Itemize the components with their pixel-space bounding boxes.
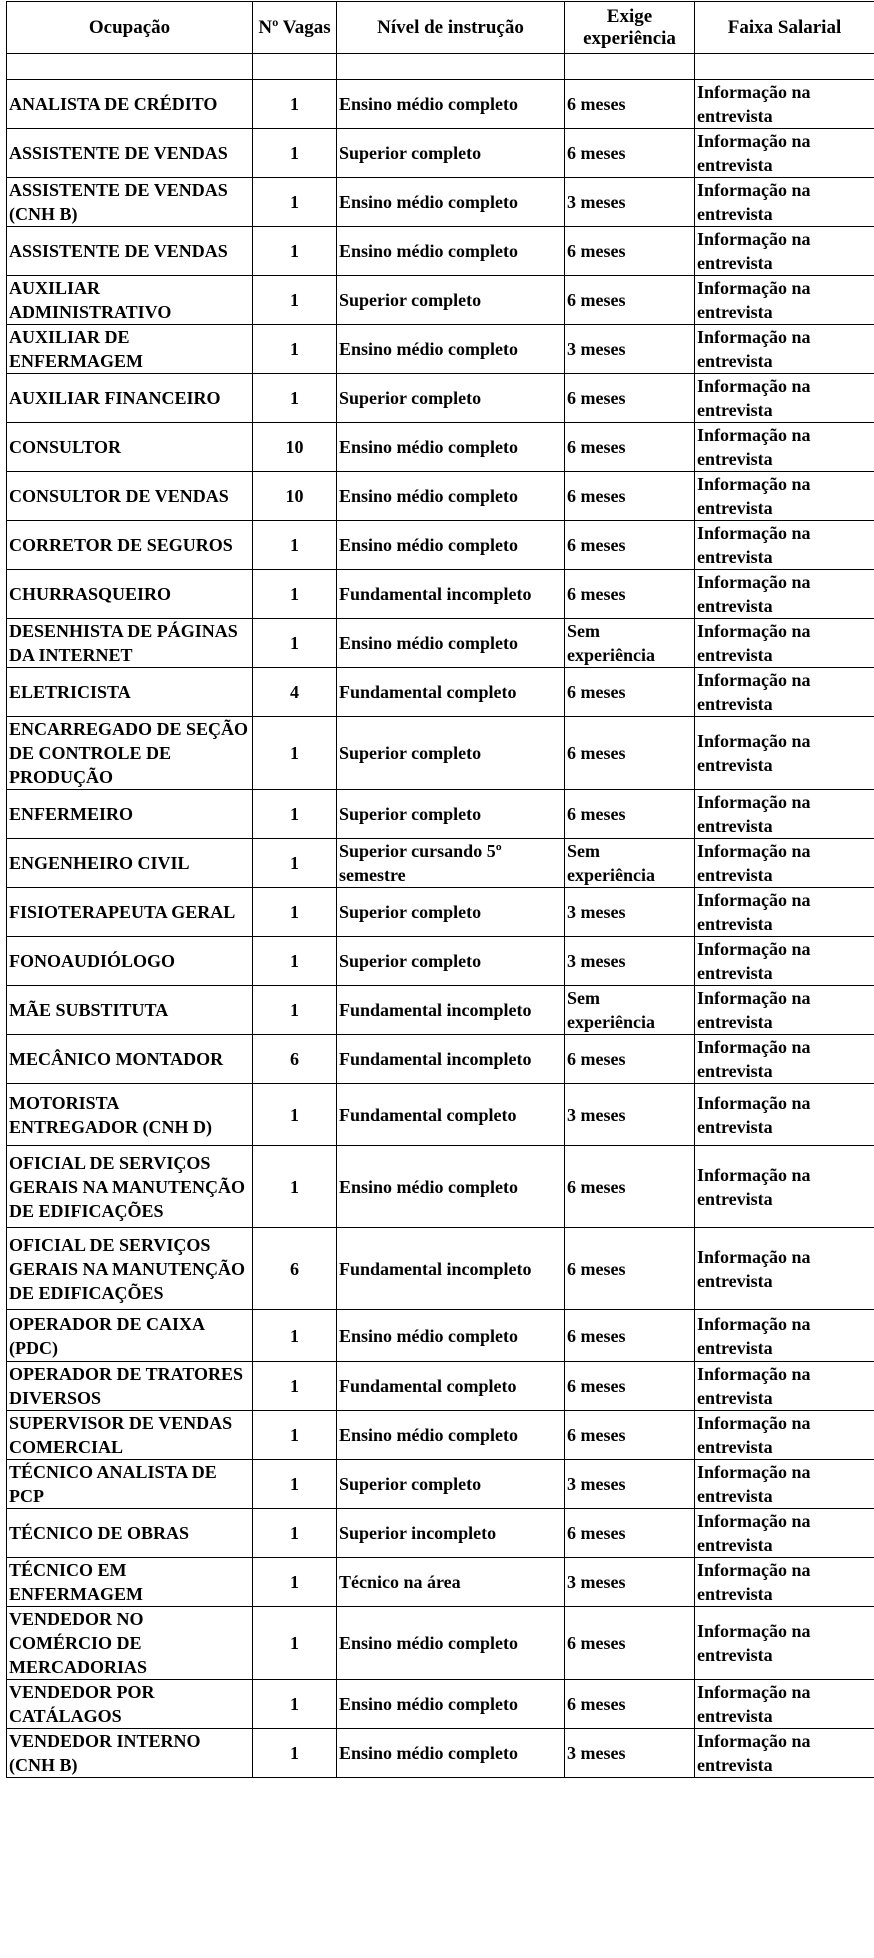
cell-education: Superior cursando 5º semestre	[337, 839, 565, 888]
cell-occupation: TÉCNICO EM ENFERMAGEM	[7, 1558, 253, 1607]
cell-salary: Informação na entrevista	[695, 570, 874, 619]
table-row	[7, 1558, 874, 1607]
cell-experience: 3 meses	[565, 1729, 695, 1778]
header-occupation: Ocupação	[7, 2, 253, 54]
cell-occupation: MECÂNICO MONTADOR	[7, 1035, 253, 1084]
cell-vacancies: 1	[253, 839, 337, 888]
table-row	[7, 1460, 874, 1509]
cell-experience: 6 meses	[565, 227, 695, 276]
cell-vacancies: 1	[253, 1729, 337, 1778]
cell-experience: 6 meses	[565, 521, 695, 570]
cell-experience: 6 meses	[565, 80, 695, 129]
cell-salary: Informação na entrevista	[695, 521, 874, 570]
cell-education: Ensino médio completo	[337, 1680, 565, 1729]
cell-education: Superior completo	[337, 717, 565, 790]
cell-salary: Informação na entrevista	[695, 839, 874, 888]
cell-occupation: ASSISTENTE DE VENDAS (CNH B)	[7, 178, 253, 227]
cell-education: Fundamental incompleto	[337, 1035, 565, 1084]
table-row	[7, 423, 874, 472]
table-row	[7, 986, 874, 1035]
cell-salary: Informação na entrevista	[695, 178, 874, 227]
cell-experience: 6 meses	[565, 129, 695, 178]
cell-experience: 6 meses	[565, 1411, 695, 1460]
cell-education: Ensino médio completo	[337, 521, 565, 570]
table-row	[7, 668, 874, 717]
cell-vacancies: 1	[253, 888, 337, 937]
cell-salary: Informação na entrevista	[695, 1411, 874, 1460]
cell-salary: Informação na entrevista	[695, 227, 874, 276]
cell-occupation: ASSISTENTE DE VENDAS	[7, 227, 253, 276]
table-row	[7, 325, 874, 374]
table-row	[7, 472, 874, 521]
cell-occupation: ENFERMEIRO	[7, 790, 253, 839]
cell-experience: 3 meses	[565, 178, 695, 227]
cell-education: Ensino médio completo	[337, 1729, 565, 1778]
cell-education: Técnico na área	[337, 1558, 565, 1607]
cell-experience: 6 meses	[565, 570, 695, 619]
cell-vacancies: 1	[253, 1509, 337, 1558]
cell-education: Ensino médio completo	[337, 1146, 565, 1228]
cell-occupation: VENDEDOR INTERNO (CNH B)	[7, 1729, 253, 1778]
cell-vacancies: 1	[253, 1411, 337, 1460]
cell-vacancies: 1	[253, 1607, 337, 1680]
table-row	[7, 129, 874, 178]
cell-occupation: FONOAUDIÓLOGO	[7, 937, 253, 986]
cell-occupation: MOTORISTA ENTREGADOR (CNH D)	[7, 1084, 253, 1146]
cell-salary: Informação na entrevista	[695, 325, 874, 374]
cell-occupation: VENDEDOR POR CATÁLAGOS	[7, 1680, 253, 1729]
cell-salary: Informação na entrevista	[695, 472, 874, 521]
cell-salary: Informação na entrevista	[695, 668, 874, 717]
cell-vacancies: 1	[253, 374, 337, 423]
table-row	[7, 1411, 874, 1460]
cell-salary: Informação na entrevista	[695, 1084, 874, 1146]
table-row	[7, 1035, 874, 1084]
cell-occupation: OPERADOR DE TRATORES DIVERSOS	[7, 1362, 253, 1411]
cell-vacancies: 1	[253, 80, 337, 129]
cell-salary: Informação na entrevista	[695, 790, 874, 839]
cell-occupation: ENCARREGADO DE SEÇÃO DE CONTROLE DE PRODUÇÃO	[7, 717, 253, 790]
cell-occupation: ENGENHEIRO CIVIL	[7, 839, 253, 888]
cell-experience: 3 meses	[565, 888, 695, 937]
cell-vacancies: 1	[253, 1362, 337, 1411]
cell-salary: Informação na entrevista	[695, 888, 874, 937]
spacer-cell	[253, 54, 337, 80]
cell-experience: 6 meses	[565, 668, 695, 717]
table-row	[7, 1310, 874, 1362]
cell-education: Superior completo	[337, 374, 565, 423]
cell-vacancies: 1	[253, 129, 337, 178]
spacer-cell	[565, 54, 695, 80]
table-row	[7, 1509, 874, 1558]
cell-salary: Informação na entrevista	[695, 1146, 874, 1228]
cell-education: Superior incompleto	[337, 1509, 565, 1558]
cell-occupation: VENDEDOR NO COMÉRCIO DE MERCADORIAS	[7, 1607, 253, 1680]
table-row	[7, 619, 874, 668]
cell-vacancies: 1	[253, 937, 337, 986]
cell-experience: 6 meses	[565, 276, 695, 325]
cell-education: Superior completo	[337, 888, 565, 937]
table-row	[7, 1084, 874, 1146]
table-row	[7, 1607, 874, 1680]
table-row	[7, 1680, 874, 1729]
cell-experience: 6 meses	[565, 423, 695, 472]
cell-education: Fundamental completo	[337, 1084, 565, 1146]
cell-education: Fundamental completo	[337, 1362, 565, 1411]
cell-vacancies: 1	[253, 986, 337, 1035]
cell-salary: Informação na entrevista	[695, 937, 874, 986]
header-education: Nível de instrução	[337, 2, 565, 54]
cell-education: Fundamental completo	[337, 668, 565, 717]
cell-salary: Informação na entrevista	[695, 276, 874, 325]
cell-education: Ensino médio completo	[337, 80, 565, 129]
cell-vacancies: 1	[253, 1146, 337, 1228]
cell-experience: 3 meses	[565, 325, 695, 374]
cell-occupation: OPERADOR DE CAIXA (PDC)	[7, 1310, 253, 1362]
cell-education: Ensino médio completo	[337, 325, 565, 374]
header-salary: Faixa Salarial	[695, 2, 874, 54]
cell-experience: 6 meses	[565, 717, 695, 790]
cell-experience: 6 meses	[565, 1509, 695, 1558]
cell-occupation: CHURRASQUEIRO	[7, 570, 253, 619]
table-row	[7, 521, 874, 570]
cell-vacancies: 1	[253, 521, 337, 570]
cell-education: Fundamental incompleto	[337, 986, 565, 1035]
spacer-cell	[7, 54, 253, 80]
cell-vacancies: 4	[253, 668, 337, 717]
cell-education: Ensino médio completo	[337, 472, 565, 521]
cell-salary: Informação na entrevista	[695, 1680, 874, 1729]
cell-experience: 6 meses	[565, 374, 695, 423]
cell-education: Ensino médio completo	[337, 619, 565, 668]
cell-vacancies: 1	[253, 1084, 337, 1146]
cell-experience: 6 meses	[565, 1607, 695, 1680]
cell-occupation: OFICIAL DE SERVIÇOS GERAIS NA MANUTENÇÃO DE EDIFICAÇÕES	[7, 1228, 253, 1310]
spacer-cell	[695, 54, 874, 80]
cell-salary: Informação na entrevista	[695, 1558, 874, 1607]
cell-education: Ensino médio completo	[337, 1607, 565, 1680]
cell-occupation: CONSULTOR	[7, 423, 253, 472]
cell-occupation: ANALISTA DE CRÉDITO	[7, 80, 253, 129]
cell-salary: Informação na entrevista	[695, 1362, 874, 1411]
table-row	[7, 178, 874, 227]
cell-experience: 6 meses	[565, 1362, 695, 1411]
cell-experience: Sem experiência	[565, 839, 695, 888]
cell-education: Ensino médio completo	[337, 1310, 565, 1362]
cell-salary: Informação na entrevista	[695, 1460, 874, 1509]
header-vacancies: Nº Vagas	[253, 2, 337, 54]
cell-occupation: DESENHISTA DE PÁGINAS DA INTERNET	[7, 619, 253, 668]
cell-occupation: ELETRICISTA	[7, 668, 253, 717]
cell-vacancies: 1	[253, 276, 337, 325]
cell-education: Superior completo	[337, 1460, 565, 1509]
cell-vacancies: 1	[253, 1558, 337, 1607]
cell-education: Superior completo	[337, 129, 565, 178]
cell-education: Superior completo	[337, 276, 565, 325]
cell-education: Fundamental incompleto	[337, 1228, 565, 1310]
table-row	[7, 374, 874, 423]
cell-education: Superior completo	[337, 937, 565, 986]
cell-occupation: AUXILIAR DE ENFERMAGEM	[7, 325, 253, 374]
cell-experience: Sem experiência	[565, 619, 695, 668]
cell-education: Ensino médio completo	[337, 178, 565, 227]
cell-experience: 3 meses	[565, 937, 695, 986]
cell-education: Fundamental incompleto	[337, 570, 565, 619]
cell-salary: Informação na entrevista	[695, 1607, 874, 1680]
cell-education: Ensino médio completo	[337, 423, 565, 472]
table-row	[7, 937, 874, 986]
cell-salary: Informação na entrevista	[695, 1509, 874, 1558]
spacer-cell	[337, 54, 565, 80]
table-row	[7, 276, 874, 325]
cell-vacancies: 6	[253, 1035, 337, 1084]
cell-education: Superior completo	[337, 790, 565, 839]
table-row	[7, 839, 874, 888]
cell-occupation: CONSULTOR DE VENDAS	[7, 472, 253, 521]
cell-vacancies: 1	[253, 790, 337, 839]
cell-vacancies: 1	[253, 1310, 337, 1362]
cell-vacancies: 1	[253, 619, 337, 668]
cell-vacancies: 10	[253, 423, 337, 472]
cell-occupation: TÉCNICO DE OBRAS	[7, 1509, 253, 1558]
header-row	[7, 2, 874, 54]
cell-vacancies: 6	[253, 1228, 337, 1310]
table-body	[7, 80, 874, 1778]
cell-experience: 3 meses	[565, 1084, 695, 1146]
cell-occupation: AUXILIAR ADMINISTRATIVO	[7, 276, 253, 325]
cell-salary: Informação na entrevista	[695, 1729, 874, 1778]
cell-occupation: MÃE SUBSTITUTA	[7, 986, 253, 1035]
cell-vacancies: 1	[253, 1680, 337, 1729]
cell-vacancies: 1	[253, 1460, 337, 1509]
table-row	[7, 80, 874, 129]
cell-occupation: FISIOTERAPEUTA GERAL	[7, 888, 253, 937]
cell-salary: Informação na entrevista	[695, 423, 874, 472]
cell-experience: 6 meses	[565, 1310, 695, 1362]
cell-occupation: CORRETOR DE SEGUROS	[7, 521, 253, 570]
cell-education: Ensino médio completo	[337, 227, 565, 276]
table-row	[7, 1146, 874, 1228]
cell-salary: Informação na entrevista	[695, 717, 874, 790]
cell-vacancies: 10	[253, 472, 337, 521]
table-row	[7, 1228, 874, 1310]
cell-education: Ensino médio completo	[337, 1411, 565, 1460]
cell-vacancies: 1	[253, 178, 337, 227]
cell-experience: 3 meses	[565, 1460, 695, 1509]
table-row	[7, 888, 874, 937]
header-experience: Exige experiência	[565, 2, 695, 54]
table-row	[7, 570, 874, 619]
cell-vacancies: 1	[253, 717, 337, 790]
table-row	[7, 790, 874, 839]
table-row	[7, 1729, 874, 1778]
cell-salary: Informação na entrevista	[695, 80, 874, 129]
job-vacancies-table	[6, 1, 874, 1778]
cell-vacancies: 1	[253, 325, 337, 374]
cell-occupation: ASSISTENTE DE VENDAS	[7, 129, 253, 178]
header-spacer-row	[7, 54, 874, 80]
table-row	[7, 717, 874, 790]
cell-experience: 6 meses	[565, 1146, 695, 1228]
cell-experience: 6 meses	[565, 1228, 695, 1310]
cell-salary: Informação na entrevista	[695, 374, 874, 423]
cell-vacancies: 1	[253, 227, 337, 276]
cell-experience: 6 meses	[565, 472, 695, 521]
cell-experience: 3 meses	[565, 1558, 695, 1607]
cell-salary: Informação na entrevista	[695, 129, 874, 178]
cell-vacancies: 1	[253, 570, 337, 619]
cell-experience: 6 meses	[565, 1680, 695, 1729]
cell-salary: Informação na entrevista	[695, 619, 874, 668]
cell-occupation: SUPERVISOR DE VENDAS COMERCIAL	[7, 1411, 253, 1460]
cell-experience: 6 meses	[565, 1035, 695, 1084]
cell-salary: Informação na entrevista	[695, 1035, 874, 1084]
cell-experience: Sem experiência	[565, 986, 695, 1035]
cell-experience: 6 meses	[565, 790, 695, 839]
cell-salary: Informação na entrevista	[695, 1310, 874, 1362]
cell-occupation: OFICIAL DE SERVIÇOS GERAIS NA MANUTENÇÃO DE EDIFICAÇÕES	[7, 1146, 253, 1228]
cell-salary: Informação na entrevista	[695, 986, 874, 1035]
cell-salary: Informação na entrevista	[695, 1228, 874, 1310]
cell-occupation: AUXILIAR FINANCEIRO	[7, 374, 253, 423]
table-row	[7, 1362, 874, 1411]
cell-occupation: TÉCNICO ANALISTA DE PCP	[7, 1460, 253, 1509]
table-row	[7, 227, 874, 276]
